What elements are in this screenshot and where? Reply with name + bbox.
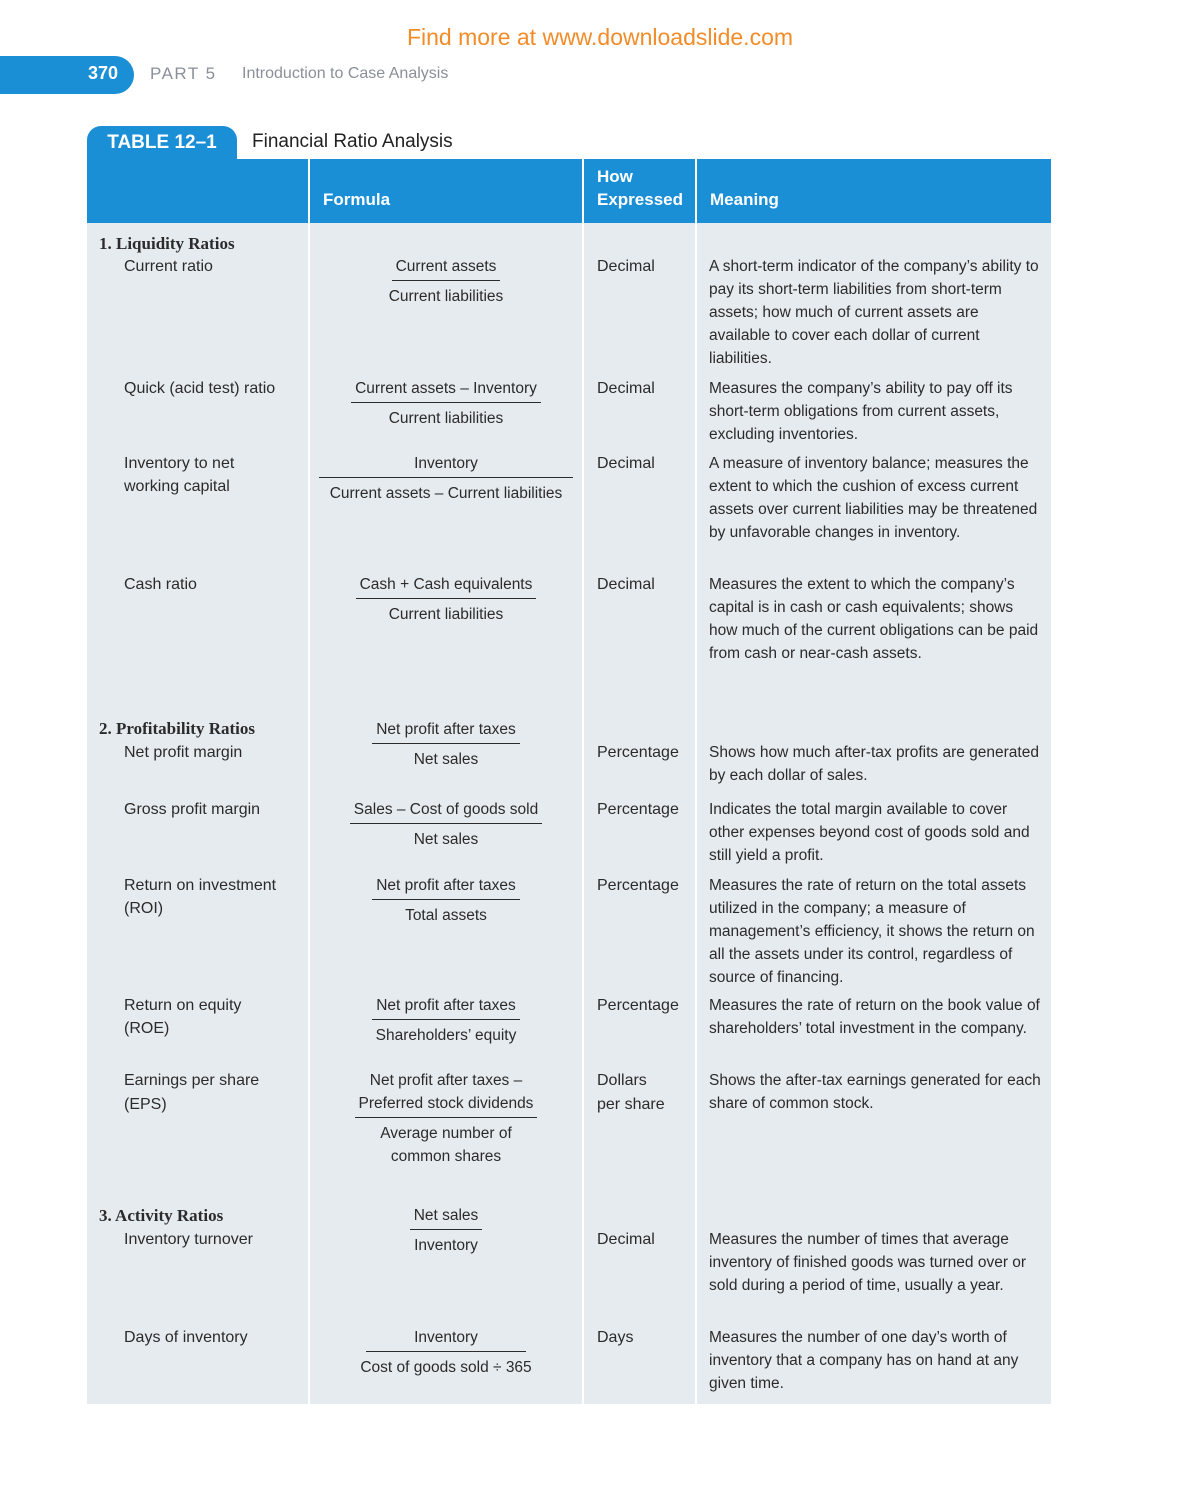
header-formula: Formula: [323, 190, 391, 209]
header-meaning: Meaning: [710, 190, 779, 209]
group-liquidity: 1. Liquidity Ratios: [99, 234, 235, 253]
formula-fraction: [310, 1069, 582, 1168]
formula-numerator: Net profit after taxes: [372, 718, 520, 744]
formula-denominator: Net sales: [413, 831, 479, 848]
formula-fraction: [310, 798, 582, 851]
how-expressed: Percentage: [597, 744, 679, 761]
how-expressed: Decimal: [597, 258, 655, 275]
watermark-link[interactable]: Find more at www.downloadslide.com: [406, 24, 794, 50]
formula-numerator: Net profit after taxes: [372, 874, 520, 900]
formula-denominator: Shareholders’ equity: [375, 1027, 517, 1044]
ratio-name: Return on equity: [124, 997, 242, 1014]
formula-fraction: [310, 377, 582, 430]
formula-fraction: [310, 874, 582, 927]
formula-fraction: [310, 1326, 582, 1379]
formula-denominator-line1: Average number of: [380, 1125, 512, 1142]
group-profitability: 2. Profitability Ratios: [99, 719, 255, 738]
column-divider: [695, 159, 697, 1404]
ratio-name: Quick (acid test) ratio: [124, 380, 276, 397]
ratio-name: Gross profit margin: [124, 801, 261, 818]
meaning-text: Measures the company’s ability to pay off its short-term obligations from current assets, excluding inventories.: [709, 380, 1013, 443]
how-expressed: Decimal: [597, 1231, 655, 1248]
how-expressed: Decimal: [597, 576, 655, 593]
meaning-text: Measures the number of times that average inventory of finished goods was turned over or sold during a period of time, usually a year.: [709, 1231, 1027, 1294]
how-expressed: Percentage: [597, 997, 679, 1014]
meaning-text: Measures the extent to which the company’s capital is in cash or cash equivalents; shows how much of the current obligations can be paid from cash or near-cash assets.: [709, 576, 1039, 662]
formula-numerator-line2: Preferred stock dividends: [355, 1092, 538, 1118]
ratio-name-line2: (EPS): [124, 1096, 167, 1113]
ratio-name: Current ratio: [124, 258, 213, 275]
formula-denominator: Net sales: [413, 751, 479, 768]
how-expressed: Decimal: [597, 380, 655, 397]
meaning-text: Indicates the total margin available to cover other expenses beyond cost of goods sold and still yield a profit.: [709, 801, 1030, 864]
formula-numerator: Inventory: [319, 452, 573, 478]
ratio-name: Cash ratio: [124, 576, 197, 593]
table-header: [87, 159, 1051, 223]
ratio-name: Return on investment: [124, 877, 277, 894]
part-label: PART 5: [150, 64, 217, 83]
ratio-name: Days of inventory: [124, 1329, 248, 1346]
formula-fraction: [310, 573, 582, 626]
group-activity: 3. Activity Ratios: [99, 1206, 224, 1225]
ratio-name-line2: (ROI): [124, 900, 164, 917]
formula-fraction: [310, 1204, 582, 1257]
ratio-name: Net profit margin: [124, 744, 243, 761]
header-how-1: How: [597, 167, 633, 186]
how-expressed: Percentage: [597, 877, 679, 894]
ratio-name-line2: (ROE): [124, 1020, 170, 1037]
table-label: TABLE 12–1: [87, 126, 237, 159]
header-how-2: Expressed: [597, 190, 683, 209]
formula-fraction: [310, 994, 582, 1047]
formula-numerator: Net sales: [410, 1204, 483, 1230]
formula-numerator: Sales – Cost of goods sold: [350, 798, 542, 824]
meaning-text: A short-term indicator of the company’s ability to pay its short-term liabilities from short-term assets; how much of current assets are available to cover each dollar of current liabilities.: [709, 258, 1039, 367]
how-expressed: Days: [597, 1329, 634, 1346]
formula-denominator-line2: common shares: [390, 1148, 502, 1165]
ratio-name: Inventory turnover: [124, 1231, 253, 1248]
formula-denominator: Current assets – Current liabilities: [329, 485, 563, 502]
formula-denominator: Total assets: [405, 907, 487, 924]
formula-fraction: [310, 718, 582, 771]
formula-numerator: Net profit after taxes: [372, 994, 520, 1020]
meaning-text: Shows how much after-tax profits are generated by each dollar of sales.: [709, 744, 1039, 784]
formula-numerator: Current assets – Inventory: [351, 377, 541, 403]
meaning-text: Measures the number of one day’s worth of inventory that a company has on hand at any given time.: [709, 1329, 1019, 1392]
formula-fraction: [310, 452, 582, 505]
column-divider: [582, 159, 584, 1404]
how-expressed-line2: per share: [597, 1096, 665, 1113]
ratio-name: Inventory to net: [124, 455, 235, 472]
formula-numerator: Inventory: [366, 1326, 526, 1352]
how-expressed: Decimal: [597, 455, 655, 472]
page-number: 370: [88, 63, 119, 83]
meaning-text: Shows the after-tax earnings generated for each share of common stock.: [709, 1072, 1041, 1112]
meaning-text: Measures the rate of return on the book value of shareholders’ total investment in the company.: [709, 997, 1040, 1037]
formula-fraction: [310, 255, 582, 308]
how-expressed: Dollars: [597, 1072, 647, 1089]
table-title: Financial Ratio Analysis: [252, 131, 453, 152]
ratio-name-line2: working capital: [124, 478, 230, 495]
formula-denominator: Current liabilities: [388, 410, 504, 427]
formula-denominator: Cost of goods sold ÷ 365: [360, 1359, 532, 1376]
formula-numerator-line1: Net profit after taxes –: [369, 1072, 523, 1089]
meaning-text: A measure of inventory balance; measures the extent to which the cushion of excess current assets over current liabilities may be threatened by unfavorable changes in inventory.: [709, 455, 1038, 541]
how-expressed: Percentage: [597, 801, 679, 818]
formula-denominator: Current liabilities: [388, 288, 504, 305]
formula-denominator: Current liabilities: [388, 606, 504, 623]
ratio-name: Earnings per share: [124, 1072, 260, 1089]
formula-numerator: Current assets: [392, 255, 501, 281]
section-title: Introduction to Case Analysis: [242, 65, 449, 82]
meaning-text: Measures the rate of return on the total assets utilized in the company; a measure of management’s efficiency, it shows the return on all the assets under its control, regardless of source of financing.: [709, 877, 1035, 986]
formula-denominator: Inventory: [414, 1237, 478, 1254]
formula-numerator: Cash + Cash equivalents: [356, 573, 537, 599]
